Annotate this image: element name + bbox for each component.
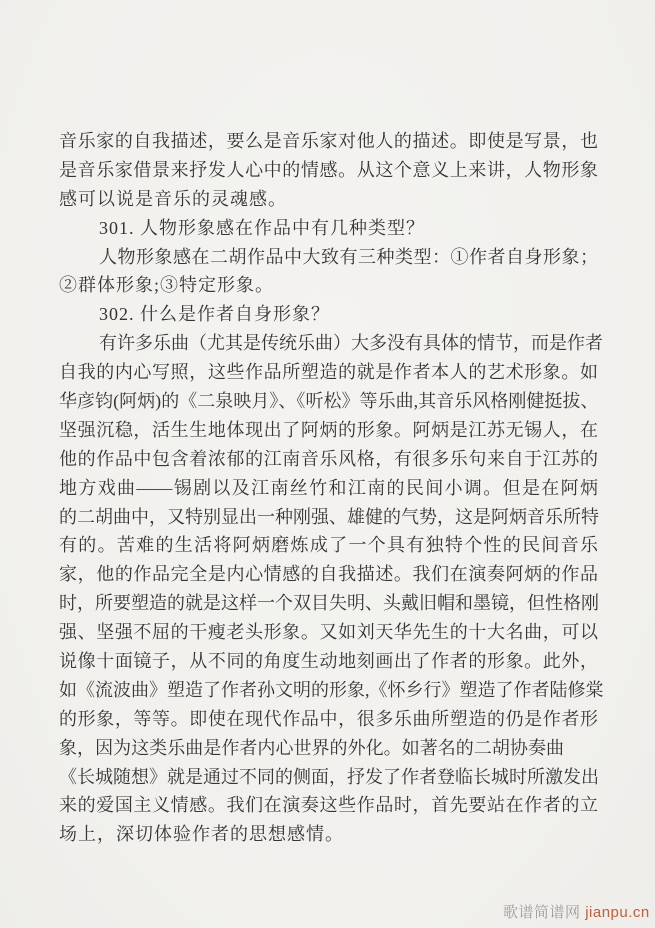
page-text-block xyxy=(59,127,604,849)
text-line: 地方戏曲——锡剧以及江南丝竹和江南的民间小调。但是在阿炳 xyxy=(59,477,598,498)
text-line: 感可以说是音乐的灵魂感。 xyxy=(59,188,287,209)
text-line: 人物形象感在二胡作品中大致有三种类型：①作者自身形象； xyxy=(99,246,598,267)
text-line: 自我的内心写照，这些作品所塑造的就是作者本人的艺术形象。如 xyxy=(59,362,598,383)
text-line: 音乐家的自我描述，要么是音乐家对他人的描述。即使是写景，也 xyxy=(59,131,598,151)
text-line: 如《流波曲》塑造了作者孙文明的形象,《怀乡行》塑造了作者陆修棠 xyxy=(59,679,604,700)
text-line: 说像十面镜子，从不同的角度生动地刻画出了作者的形象。此外， xyxy=(59,651,598,672)
text-line: 坚强沉稳，活生生地体现出了阿炳的形象。阿炳是江苏无锡人，在 xyxy=(59,419,598,440)
watermark-site-url: jianpu.cn xyxy=(585,904,650,921)
text-line: 是音乐家借景来抒发人心中的情感。从这个意义上来讲，人物形象 xyxy=(59,159,598,180)
text-line: 场上，深切体验作者的思想感情。 xyxy=(59,824,344,845)
question-heading-302: 302. 什么是作者自身形象？ xyxy=(99,304,330,325)
text-line: 家，他的作品完全是内心情感的自我描述。我们在演奏阿炳的作品 xyxy=(59,564,598,585)
text-line: 的二胡曲中，又特别显出一种刚强、雄健的气势，这是阿炳音乐所特 xyxy=(59,506,599,527)
text-line: 时，所要塑造的就是这样一个双目失明、头戴旧帽和墨镜，但性格刚 xyxy=(59,593,599,614)
text-line: 象，因为这类乐曲是作者内心世界的外化。如著名的二胡协奏曲 xyxy=(59,737,564,758)
text-line: ②群体形象;③特定形象。 xyxy=(59,275,274,296)
watermark-site-name: 歌谱简谱网 xyxy=(503,904,581,921)
text-line: 有许多乐曲（尤其是传统乐曲）大多没有具体的情节，而是作者 xyxy=(99,333,603,354)
text-line: 的形象，等等。即使在现代作品中，很多乐曲所塑造的仍是作者形 xyxy=(59,708,598,729)
text-line: 强、坚强不屈的干瘦老头形象。又如刘天华先生的十大名曲，可以 xyxy=(59,622,598,643)
watermark xyxy=(503,901,650,922)
text-line: 来的爱国主义情感。我们在演奏这些作品时，首先要站在作者的立 xyxy=(59,795,598,816)
text-line: 《长城随想》就是通过不同的侧面，抒发了作者登临长城时所激发出 xyxy=(59,766,599,787)
question-heading-301: 301. 人物形象感在作品中有几种类型？ xyxy=(99,217,425,238)
text-line: 有的。苦难的生活将阿炳磨炼成了一个具有独特个性的民间音乐 xyxy=(59,535,598,556)
text-line: 华彦钧(阿炳)的《二泉映月》、《听松》等乐曲,其音乐风格刚健挺拔、 xyxy=(59,391,598,412)
text-line: 他的作品中包含着浓郁的江南音乐风格，有很多乐句来自于江苏的 xyxy=(59,448,598,469)
